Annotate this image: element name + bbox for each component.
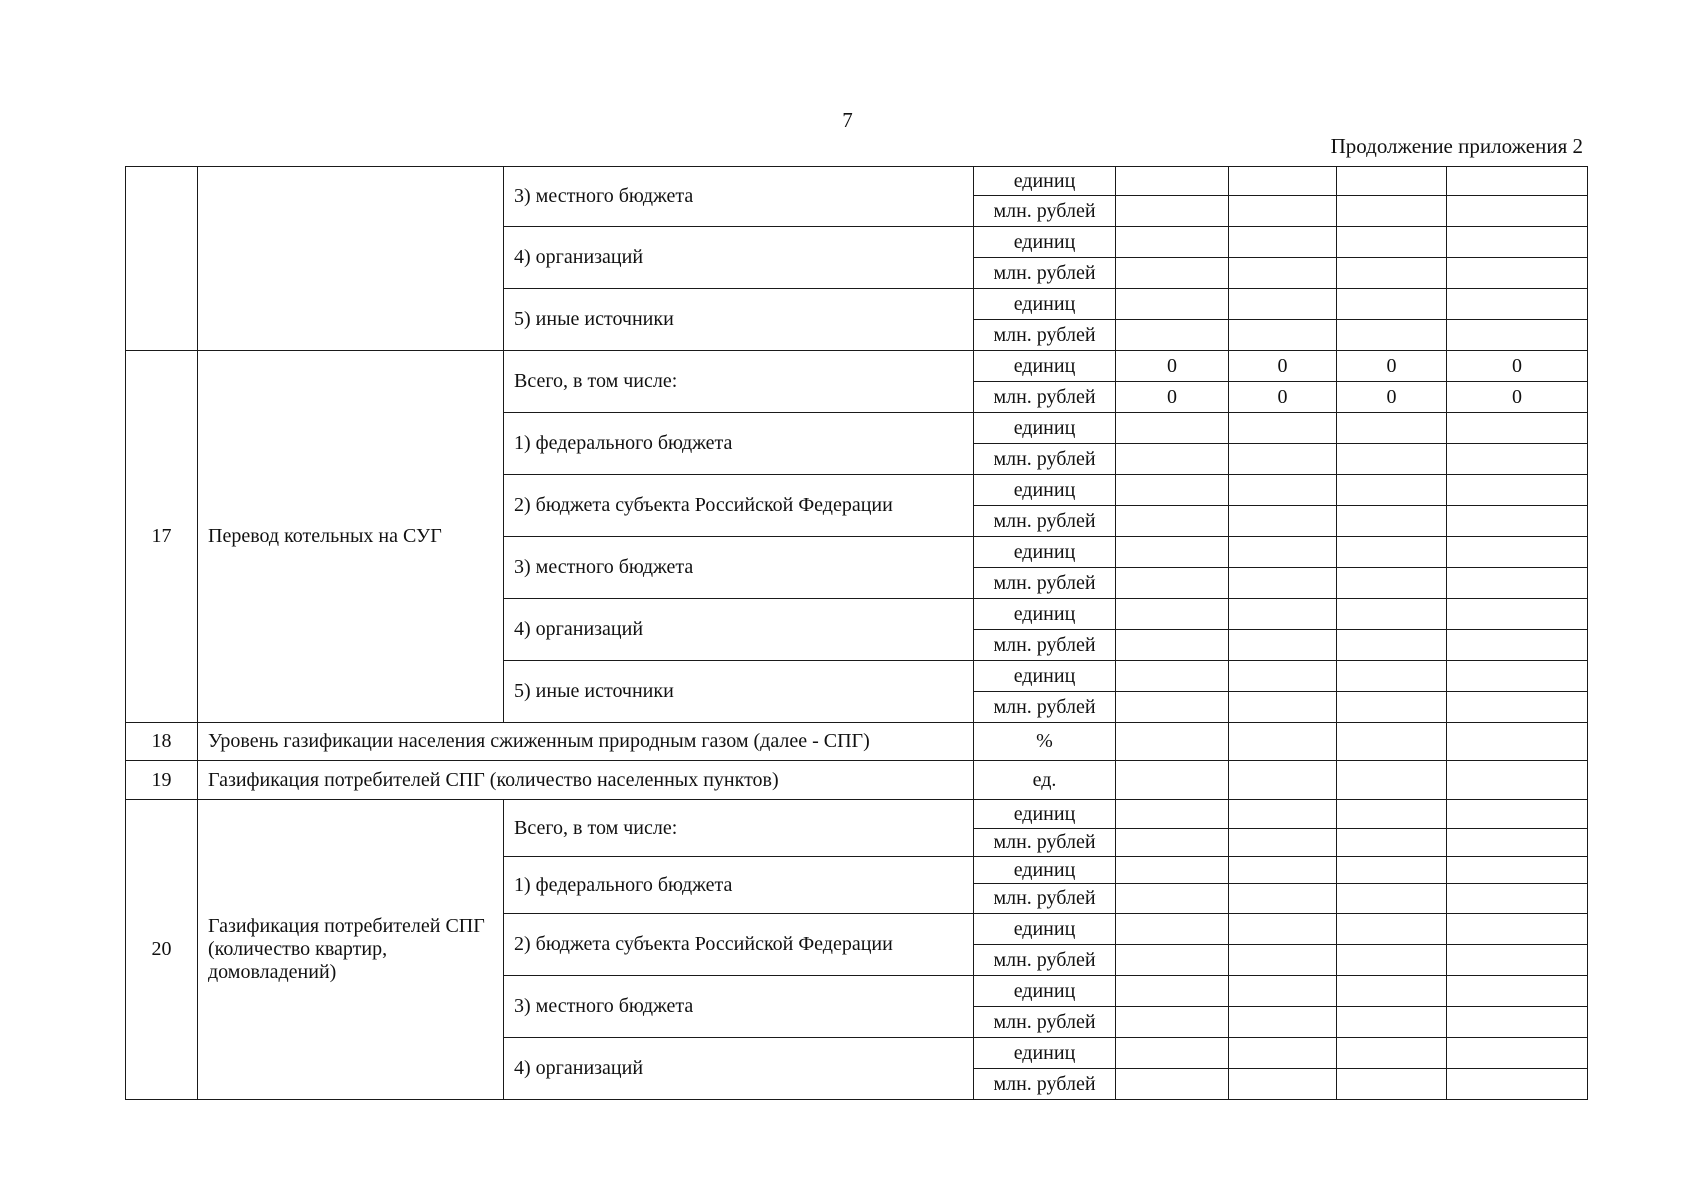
unit-label: млн. рублей	[974, 258, 1116, 289]
value-cell	[1229, 413, 1337, 444]
unit-label: единиц	[974, 475, 1116, 506]
unit-label: ед.	[974, 761, 1116, 800]
value-cell	[1447, 475, 1588, 506]
source-label: 4) организаций	[504, 1038, 974, 1100]
value-cell	[1337, 227, 1447, 258]
source-label: 2) бюджета субъекта Российской Федерации	[504, 914, 974, 976]
unit-label: млн. рублей	[974, 884, 1116, 914]
value-cell	[1229, 1069, 1337, 1100]
value-cell	[1229, 857, 1337, 884]
value-cell	[1337, 568, 1447, 599]
appendix-table	[125, 166, 1588, 1100]
value-cell	[1337, 692, 1447, 723]
table-row	[126, 723, 1588, 761]
unit-label: единиц	[974, 976, 1116, 1007]
value-cell	[1447, 320, 1588, 351]
value-cell	[1337, 945, 1447, 976]
value-cell	[1337, 258, 1447, 289]
value-cell	[1229, 167, 1337, 196]
value-cell	[1116, 227, 1229, 258]
value-cell: 0	[1447, 382, 1588, 413]
table-row	[126, 761, 1588, 800]
source-label: 4) организаций	[504, 227, 974, 289]
value-cell	[1447, 537, 1588, 568]
value-cell	[1116, 723, 1229, 761]
value-cell	[1116, 320, 1229, 351]
value-cell	[1447, 568, 1588, 599]
value-cell	[1229, 258, 1337, 289]
unit-label: единиц	[974, 661, 1116, 692]
value-cell	[1229, 568, 1337, 599]
value-cell	[1447, 761, 1588, 800]
source-label: 4) организаций	[504, 599, 974, 661]
unit-label: единиц	[974, 289, 1116, 320]
unit-label: млн. рублей	[974, 1007, 1116, 1038]
value-cell	[1447, 661, 1588, 692]
value-cell	[1116, 914, 1229, 945]
value-cell	[1116, 857, 1229, 884]
unit-label: единиц	[974, 351, 1116, 382]
value-cell: 0	[1337, 351, 1447, 382]
value-cell	[1229, 723, 1337, 761]
value-cell	[1229, 289, 1337, 320]
value-cell	[1447, 914, 1588, 945]
value-cell	[1116, 761, 1229, 800]
value-cell	[1229, 761, 1337, 800]
value-cell	[1229, 945, 1337, 976]
value-cell	[1337, 884, 1447, 914]
value-cell	[1447, 1069, 1588, 1100]
value-cell	[1447, 630, 1588, 661]
row-name: Газификация потребителей СПГ (количество квартир, домовладений)	[198, 800, 504, 1100]
table-row	[126, 800, 1588, 829]
value-cell	[1337, 444, 1447, 475]
value-cell	[1116, 1069, 1229, 1100]
unit-label: млн. рублей	[974, 506, 1116, 537]
row-name: Уровень газификации населения сжиженным природным газом (далее - СПГ)	[198, 723, 974, 761]
value-cell	[1447, 1038, 1588, 1069]
unit-label: млн. рублей	[974, 382, 1116, 413]
value-cell	[1447, 167, 1588, 196]
value-cell: 0	[1229, 351, 1337, 382]
unit-label: единиц	[974, 800, 1116, 829]
value-cell	[1116, 444, 1229, 475]
value-cell	[1447, 723, 1588, 761]
unit-label: единиц	[974, 227, 1116, 258]
value-cell	[1447, 413, 1588, 444]
value-cell	[1447, 289, 1588, 320]
value-cell	[1229, 829, 1337, 857]
value-cell	[1229, 661, 1337, 692]
value-cell	[1447, 829, 1588, 857]
value-cell	[1337, 167, 1447, 196]
value-cell	[1229, 1007, 1337, 1038]
value-cell	[1229, 976, 1337, 1007]
value-cell	[1447, 444, 1588, 475]
unit-label: единиц	[974, 914, 1116, 945]
value-cell	[1447, 227, 1588, 258]
source-label: 2) бюджета субъекта Российской Федерации	[504, 475, 974, 537]
value-cell	[1116, 599, 1229, 630]
value-cell: 0	[1116, 382, 1229, 413]
row-number: 20	[126, 800, 198, 1100]
value-cell: 0	[1229, 382, 1337, 413]
value-cell	[1337, 475, 1447, 506]
source-label: 1) федерального бюджета	[504, 413, 974, 475]
value-cell	[1447, 692, 1588, 723]
value-cell	[1447, 506, 1588, 537]
value-cell	[1116, 945, 1229, 976]
value-cell	[1116, 167, 1229, 196]
source-label: 3) местного бюджета	[504, 167, 974, 227]
value-cell	[1229, 475, 1337, 506]
table-row	[126, 351, 1588, 382]
value-cell	[1337, 630, 1447, 661]
value-cell	[1116, 568, 1229, 599]
value-cell	[1116, 630, 1229, 661]
value-cell	[1447, 599, 1588, 630]
value-cell	[1447, 857, 1588, 884]
source-label: Всего, в том числе:	[504, 800, 974, 857]
unit-label: млн. рублей	[974, 196, 1116, 227]
unit-label: млн. рублей	[974, 320, 1116, 351]
value-cell	[1337, 413, 1447, 444]
value-cell	[1337, 1069, 1447, 1100]
value-cell	[1116, 692, 1229, 723]
unit-label: единиц	[974, 599, 1116, 630]
value-cell	[1447, 976, 1588, 1007]
unit-label: %	[974, 723, 1116, 761]
value-cell	[1337, 537, 1447, 568]
unit-label: единиц	[974, 167, 1116, 196]
value-cell	[1229, 227, 1337, 258]
value-cell	[1116, 506, 1229, 537]
value-cell	[1229, 444, 1337, 475]
page-number: 7	[842, 108, 853, 132]
value-cell	[1337, 800, 1447, 829]
value-cell	[1337, 829, 1447, 857]
value-cell	[1116, 413, 1229, 444]
unit-label: млн. рублей	[974, 444, 1116, 475]
value-cell	[1229, 692, 1337, 723]
row-number: 18	[126, 723, 198, 761]
value-cell	[1229, 630, 1337, 661]
value-cell	[1116, 800, 1229, 829]
source-label: 3) местного бюджета	[504, 537, 974, 599]
value-cell	[1229, 506, 1337, 537]
value-cell	[1229, 800, 1337, 829]
row-name: Перевод котельных на СУГ	[198, 351, 504, 723]
value-cell	[1447, 1007, 1588, 1038]
unit-label: единиц	[974, 1038, 1116, 1069]
unit-label: млн. рублей	[974, 945, 1116, 976]
row-number: 17	[126, 351, 198, 723]
value-cell	[1116, 661, 1229, 692]
value-cell	[1229, 537, 1337, 568]
value-cell	[1116, 1007, 1229, 1038]
value-cell	[1229, 196, 1337, 227]
value-cell	[1447, 258, 1588, 289]
value-cell	[1116, 829, 1229, 857]
value-cell	[1337, 320, 1447, 351]
value-cell	[1447, 800, 1588, 829]
value-cell	[1337, 196, 1447, 227]
source-label: 3) местного бюджета	[504, 976, 974, 1038]
source-label: 5) иные источники	[504, 289, 974, 351]
value-cell	[1337, 1007, 1447, 1038]
value-cell: 0	[1337, 382, 1447, 413]
value-cell: 0	[1116, 351, 1229, 382]
unit-label: единиц	[974, 857, 1116, 884]
value-cell	[1337, 599, 1447, 630]
unit-label: единиц	[974, 413, 1116, 444]
value-cell	[1116, 258, 1229, 289]
value-cell	[1229, 1038, 1337, 1069]
source-label: Всего, в том числе:	[504, 351, 974, 413]
unit-label: млн. рублей	[974, 692, 1116, 723]
unit-label: млн. рублей	[974, 829, 1116, 857]
unit-label: млн. рублей	[974, 1069, 1116, 1100]
value-cell	[1337, 723, 1447, 761]
value-cell	[1337, 506, 1447, 537]
unit-label: млн. рублей	[974, 630, 1116, 661]
value-cell	[1337, 289, 1447, 320]
value-cell	[1337, 976, 1447, 1007]
value-cell	[1116, 475, 1229, 506]
value-cell	[1337, 661, 1447, 692]
value-cell	[1116, 289, 1229, 320]
row-name-cell	[198, 167, 504, 351]
row-number: 19	[126, 761, 198, 800]
value-cell	[1337, 857, 1447, 884]
value-cell	[1337, 1038, 1447, 1069]
value-cell: 0	[1447, 351, 1588, 382]
value-cell	[1229, 320, 1337, 351]
value-cell	[1229, 884, 1337, 914]
continuation-label: Продолжение приложения 2	[1330, 134, 1583, 158]
value-cell	[1229, 599, 1337, 630]
value-cell	[1116, 537, 1229, 568]
source-label: 5) иные источники	[504, 661, 974, 723]
value-cell	[1337, 761, 1447, 800]
value-cell	[1116, 196, 1229, 227]
row-name: Газификация потребителей СПГ (количество населенных пунктов)	[198, 761, 974, 800]
source-label: 1) федерального бюджета	[504, 857, 974, 914]
value-cell	[1447, 884, 1588, 914]
row-number-cell	[126, 167, 198, 351]
value-cell	[1116, 1038, 1229, 1069]
unit-label: единиц	[974, 537, 1116, 568]
value-cell	[1447, 945, 1588, 976]
value-cell	[1116, 884, 1229, 914]
table-row	[126, 167, 1588, 196]
value-cell	[1116, 976, 1229, 1007]
unit-label: млн. рублей	[974, 568, 1116, 599]
value-cell	[1447, 196, 1588, 227]
value-cell	[1337, 914, 1447, 945]
value-cell	[1229, 914, 1337, 945]
